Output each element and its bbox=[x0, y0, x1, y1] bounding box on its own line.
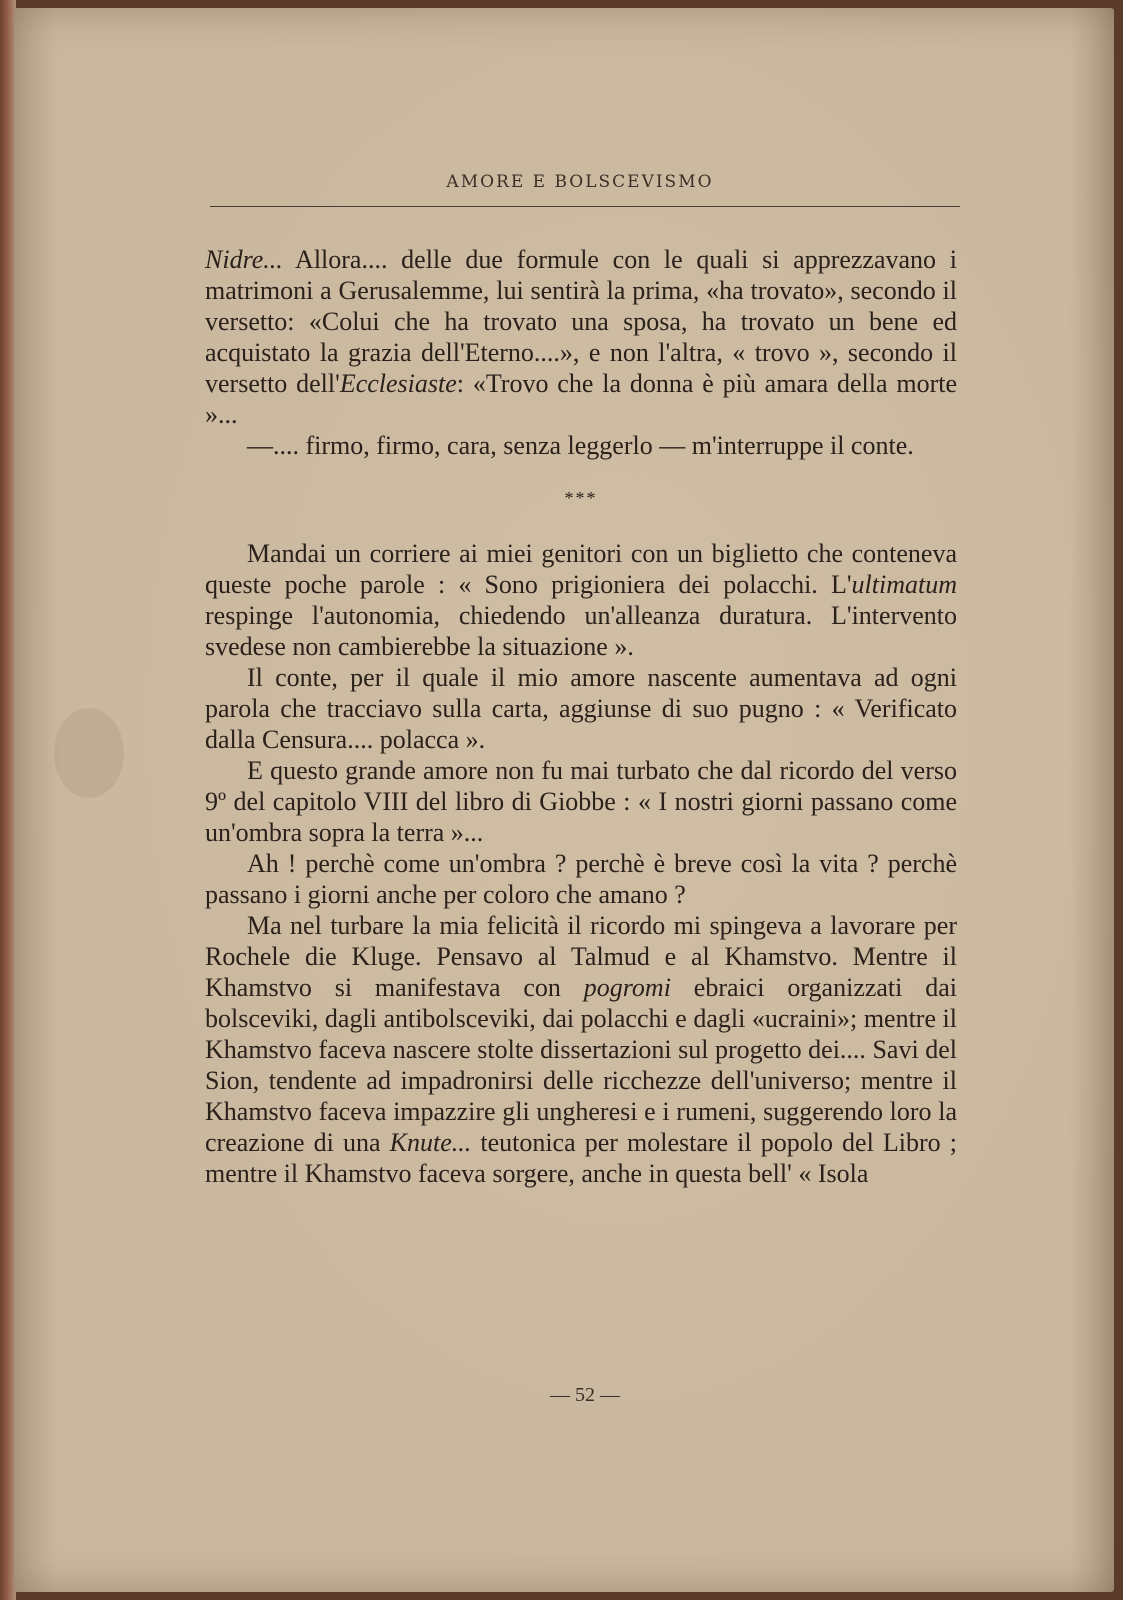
text-run: Mandai un corriere ai miei genitori con un biglietto che conteneva queste poche parole : « Sono prigioniera dei polacchi. L' bbox=[205, 539, 957, 599]
italic-text: Knute... bbox=[389, 1128, 472, 1157]
text-run: respinge l'autonomia, chiedendo un'alleanza duratura. L'intervento svedese non cambierebbe la situazione ». bbox=[205, 601, 957, 661]
paragraph bbox=[205, 538, 957, 662]
paragraph bbox=[205, 755, 957, 848]
page-body bbox=[205, 244, 957, 1189]
text-run: Il conte, per il quale il mio amore nascente aumentava ad ogni parola che tracciavo sulla carta, aggiunse di suo pugno : « Verificato dalla Censura.... polacca ». bbox=[205, 663, 957, 754]
italic-text: ultimatum bbox=[851, 570, 957, 599]
text-run: : «Trovo che la donna è più amara della morte »... bbox=[205, 369, 958, 429]
italic-text: Nidre... bbox=[205, 245, 283, 274]
paragraph bbox=[205, 910, 957, 1189]
paragraph bbox=[205, 848, 957, 910]
text-run: Ma nel turbare la mia felicità il ricordo mi spingeva a lavorare per Rochele die Kluge. Pensavo al Talmud e al Khamstvo. Mentre il Khamstvo si manifestava con bbox=[205, 911, 957, 1002]
text-run: ebraici organizzati dai bolsceviki, dagli antibolsceviki, dai polacchi e dagli «ucraini»; mentre il Khamstvo faceva nascere stolte dissertazioni sul progetto dei.... Savi del Sion, tendente ad impadronirsi delle ricchezze dell'universo; mentre il Khamstvo faceva impazzire gli ungheresi e i rumeni, suggerendo loro la creazione di una bbox=[205, 973, 957, 1157]
text-run: Ah ! perchè come un'ombra ? perchè è breve così la vita ? perchè passano i giorni anche per coloro che amano ? bbox=[205, 849, 957, 909]
text-run: E questo grande amore non fu mai turbato che dal ricordo del verso 9º del capitolo VIII del libro di Giobbe : « I nostri giorni passano come un'ombra sopra la terra »... bbox=[205, 756, 957, 847]
italic-text: pogromi bbox=[583, 973, 671, 1002]
header-rule bbox=[210, 206, 960, 207]
paragraph bbox=[205, 244, 957, 430]
paragraph bbox=[205, 430, 957, 461]
running-head: AMORE E BOLSCEVISMO bbox=[446, 172, 714, 192]
text-run: —.... firmo, firmo, cara, senza leggerlo — m'interruppe il conte. bbox=[247, 431, 914, 460]
paper-stain bbox=[54, 708, 124, 798]
text-run: teutonica per molestare il popolo del Libro ; mentre il Khamstvo faceva sorgere, anche in questa bell' « Isola bbox=[205, 1128, 957, 1188]
paragraphs-bottom bbox=[205, 538, 957, 1189]
page-number: — 52 — bbox=[550, 1384, 620, 1406]
italic-text: Ecclesiaste bbox=[339, 369, 457, 398]
text-run: Allora.... delle due formule con le quali si apprezzavano i matrimoni a Gerusalemme, lui sentirà la prima, «ha trovato», secondo il versetto: «Colui che ha trovato una sposa, ha trovato un bene ed acquistato la grazia dell'Eterno....», e non l'altra, « trovo », secondo il versetto dell' bbox=[205, 245, 957, 398]
paragraph bbox=[205, 662, 957, 755]
paragraphs-top bbox=[205, 244, 957, 461]
section-separator: *** bbox=[564, 488, 598, 508]
